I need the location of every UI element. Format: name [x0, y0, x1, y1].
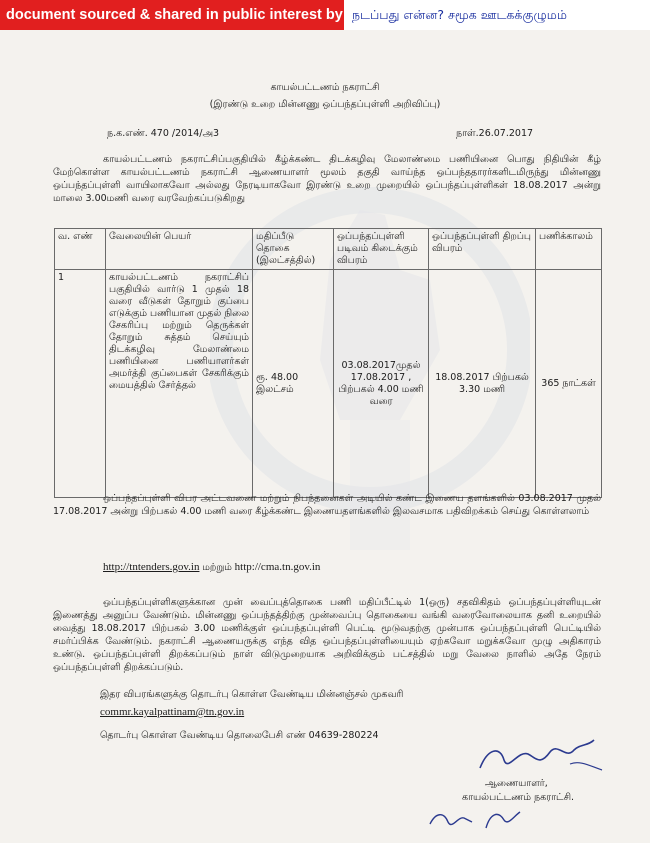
header-opening: ஒப்பந்தப்புள்ளி திறப்பு விபரம் [429, 229, 536, 270]
cell-availability: 03.08.2017முதல் 17.08.2017 , பிற்பகல் 4.00 மணி வரை [334, 270, 429, 498]
contact-email[interactable]: commr.kayalpattinam@tn.gov.in [100, 706, 245, 718]
notice-type: (இரண்டு உறை மின்னணு ஒப்பந்தப்புள்ளி அறிவிப்பு) [209, 99, 441, 110]
second-signature-icon [424, 802, 534, 836]
header-sno: வ. எண் [55, 229, 106, 270]
reference-number: ந.க.எண். 470 /2014/அ3 [107, 128, 220, 139]
contact-paragraph: இதர விபரங்களுக்கு தொடர்பு கொள்ள வேண்டிய மின்னஞ்சல் முகவரி [100, 689, 404, 700]
banner-group-name: நடப்பது என்ன? சமூக ஊடகக்குழுமம் [352, 7, 567, 22]
signatory-office: காயல்பட்டணம் நகராட்சி. [462, 792, 575, 803]
header-duration: பணிக்காலம் [536, 229, 602, 270]
header-work: வேலையின் பெயர் [106, 229, 253, 270]
cell-sno: 1 [55, 270, 106, 498]
table-row [55, 270, 602, 498]
commissioner-signature-icon [470, 730, 610, 780]
header-amount: மதிப்பீடு தொகை (இலட்சத்தில்) [253, 229, 334, 270]
notice-date: நாள்.26.07.2017 [456, 128, 534, 139]
signatory-title: ஆணையாளர், [485, 778, 548, 789]
banner-source-label: document sourced & shared in public interest by [0, 0, 344, 30]
cell-amount: ரூ. 48.00 இலட்சம் [253, 270, 334, 498]
header-availability: ஒப்பந்தப்புள்ளி படிவம் கிடைக்கும் விபரம் [334, 229, 429, 270]
emd-paragraph: ஒப்பந்தப்புள்ளிகளுக்கான முன் வைப்புத்தொகை பணி மதிப்பீட்டில் 1(ஒரு) சதவிகிதம் ஒப்பந்தப்புள்ளியுடன் இணைத்து அனுப்ப வேண்டும். மின்னணு ஒப்பந்தத்திற்கு முன்வைப்பு தொகையை வங்கி வரைவோலையாக தனி உறையில் வைத்து 18.08.2017 பிற்பகல் 3.00 மணிக்குள் ஒப்பந்தப்புள்ளி பெட்டி மூடுவதற்கு முன்பாக ஒப்பந்தப்புள்ளி பெட்டியில் சமர்ப்பிக்க வேண்டும். நகராட்சி ஆணையருக்கு எந்த வித ஒப்பந்தப்புள்ளியையும் ஏற்கவோ மறுக்கவோ முழு அதிகாரம் உண்டு. ஒப்பந்தப்புள்ளி திறக்கப்படும் நாள் விடுமுறையாக அறிவிக்கும் பட்சத்தில் மறு வேலை நாளில் அதே நேரம் ஒப்பந்தப்புள்ளி திறக்கப்படும். [53, 597, 601, 673]
cell-opening: 18.08.2017 பிற்பகல் 3.30 மணி [429, 270, 536, 498]
tender-table [54, 228, 602, 498]
table-header-row [55, 229, 602, 270]
contact-phone: தொடர்பு கொள்ள வேண்டிய தொலைபேசி எண் 04639-280224 [100, 730, 379, 741]
link-cma[interactable]: http://cma.tn.gov.in [234, 561, 321, 573]
website-links [103, 561, 320, 574]
download-paragraph: ஒப்பந்தப்புள்ளி விபர அட்டவணை மற்றும் நிபந்தனைகள் அடியில் கண்ட இணைய தளங்களில் 03.08.2017 முதல் 17.08.2017 அன்று பிற்பகல் 4.00 மணி வரை கீழ்க்கண்ட இணையதளங்களில் இலவசமாக பதிவிறக்கம் செய்து கொள்ளலாம் [53, 493, 601, 517]
intro-paragraph: காயல்பட்டணம் நகராட்சிப்பகுதியில் கீழ்க்கண்ட திடக்கழிவு மேலாண்மை பணியினை பொது நிதியின் கீழ் மேற்கொள்ள காயல்பட்டணம் நகராட்சி ஆணையாளர் மூலம் தகுதி வாய்ந்த ஒப்பந்ததாரர்களிடமிருந்து மின்னணு ஒப்பந்தப்புள்ளி வாயிலாகவோ அல்லது நேரடியாகவோ இரண்டு உறை முறையில் ஒப்பந்தப்புள்ளிகள் 18.08.2017 அன்று மாலை 3.00மணி வரை வரவேற்கப்படுகிறது [53, 154, 601, 204]
links-and-text: மற்றும் [202, 562, 232, 573]
source-banner [0, 0, 650, 30]
cell-duration: 365 நாட்கள் [536, 270, 602, 498]
office-title: காயல்பட்டணம் நகராட்சி [270, 82, 380, 93]
tender-notice-document [0, 30, 650, 843]
cell-work: காயல்பட்டணம் நகராட்சிப் பகுதியில் வார்டு 1 முதல் 18 வரை வீடுகள் தோறும் குப்பை எடுக்கும் பணியான முதல் நிலை சேகரிப்பு மற்றும் தெருக்கள் தோறும் சுத்தம் செய்யும் திடக்கழிவு மேலாண்மை பணியினை பணியாளர்கள் அமர்த்தி குப்பைகள் சேகரிக்கும் மையத்தில் சேர்த்தல் [106, 270, 253, 498]
link-tntenders[interactable]: http://tntenders.gov.in [103, 561, 200, 573]
